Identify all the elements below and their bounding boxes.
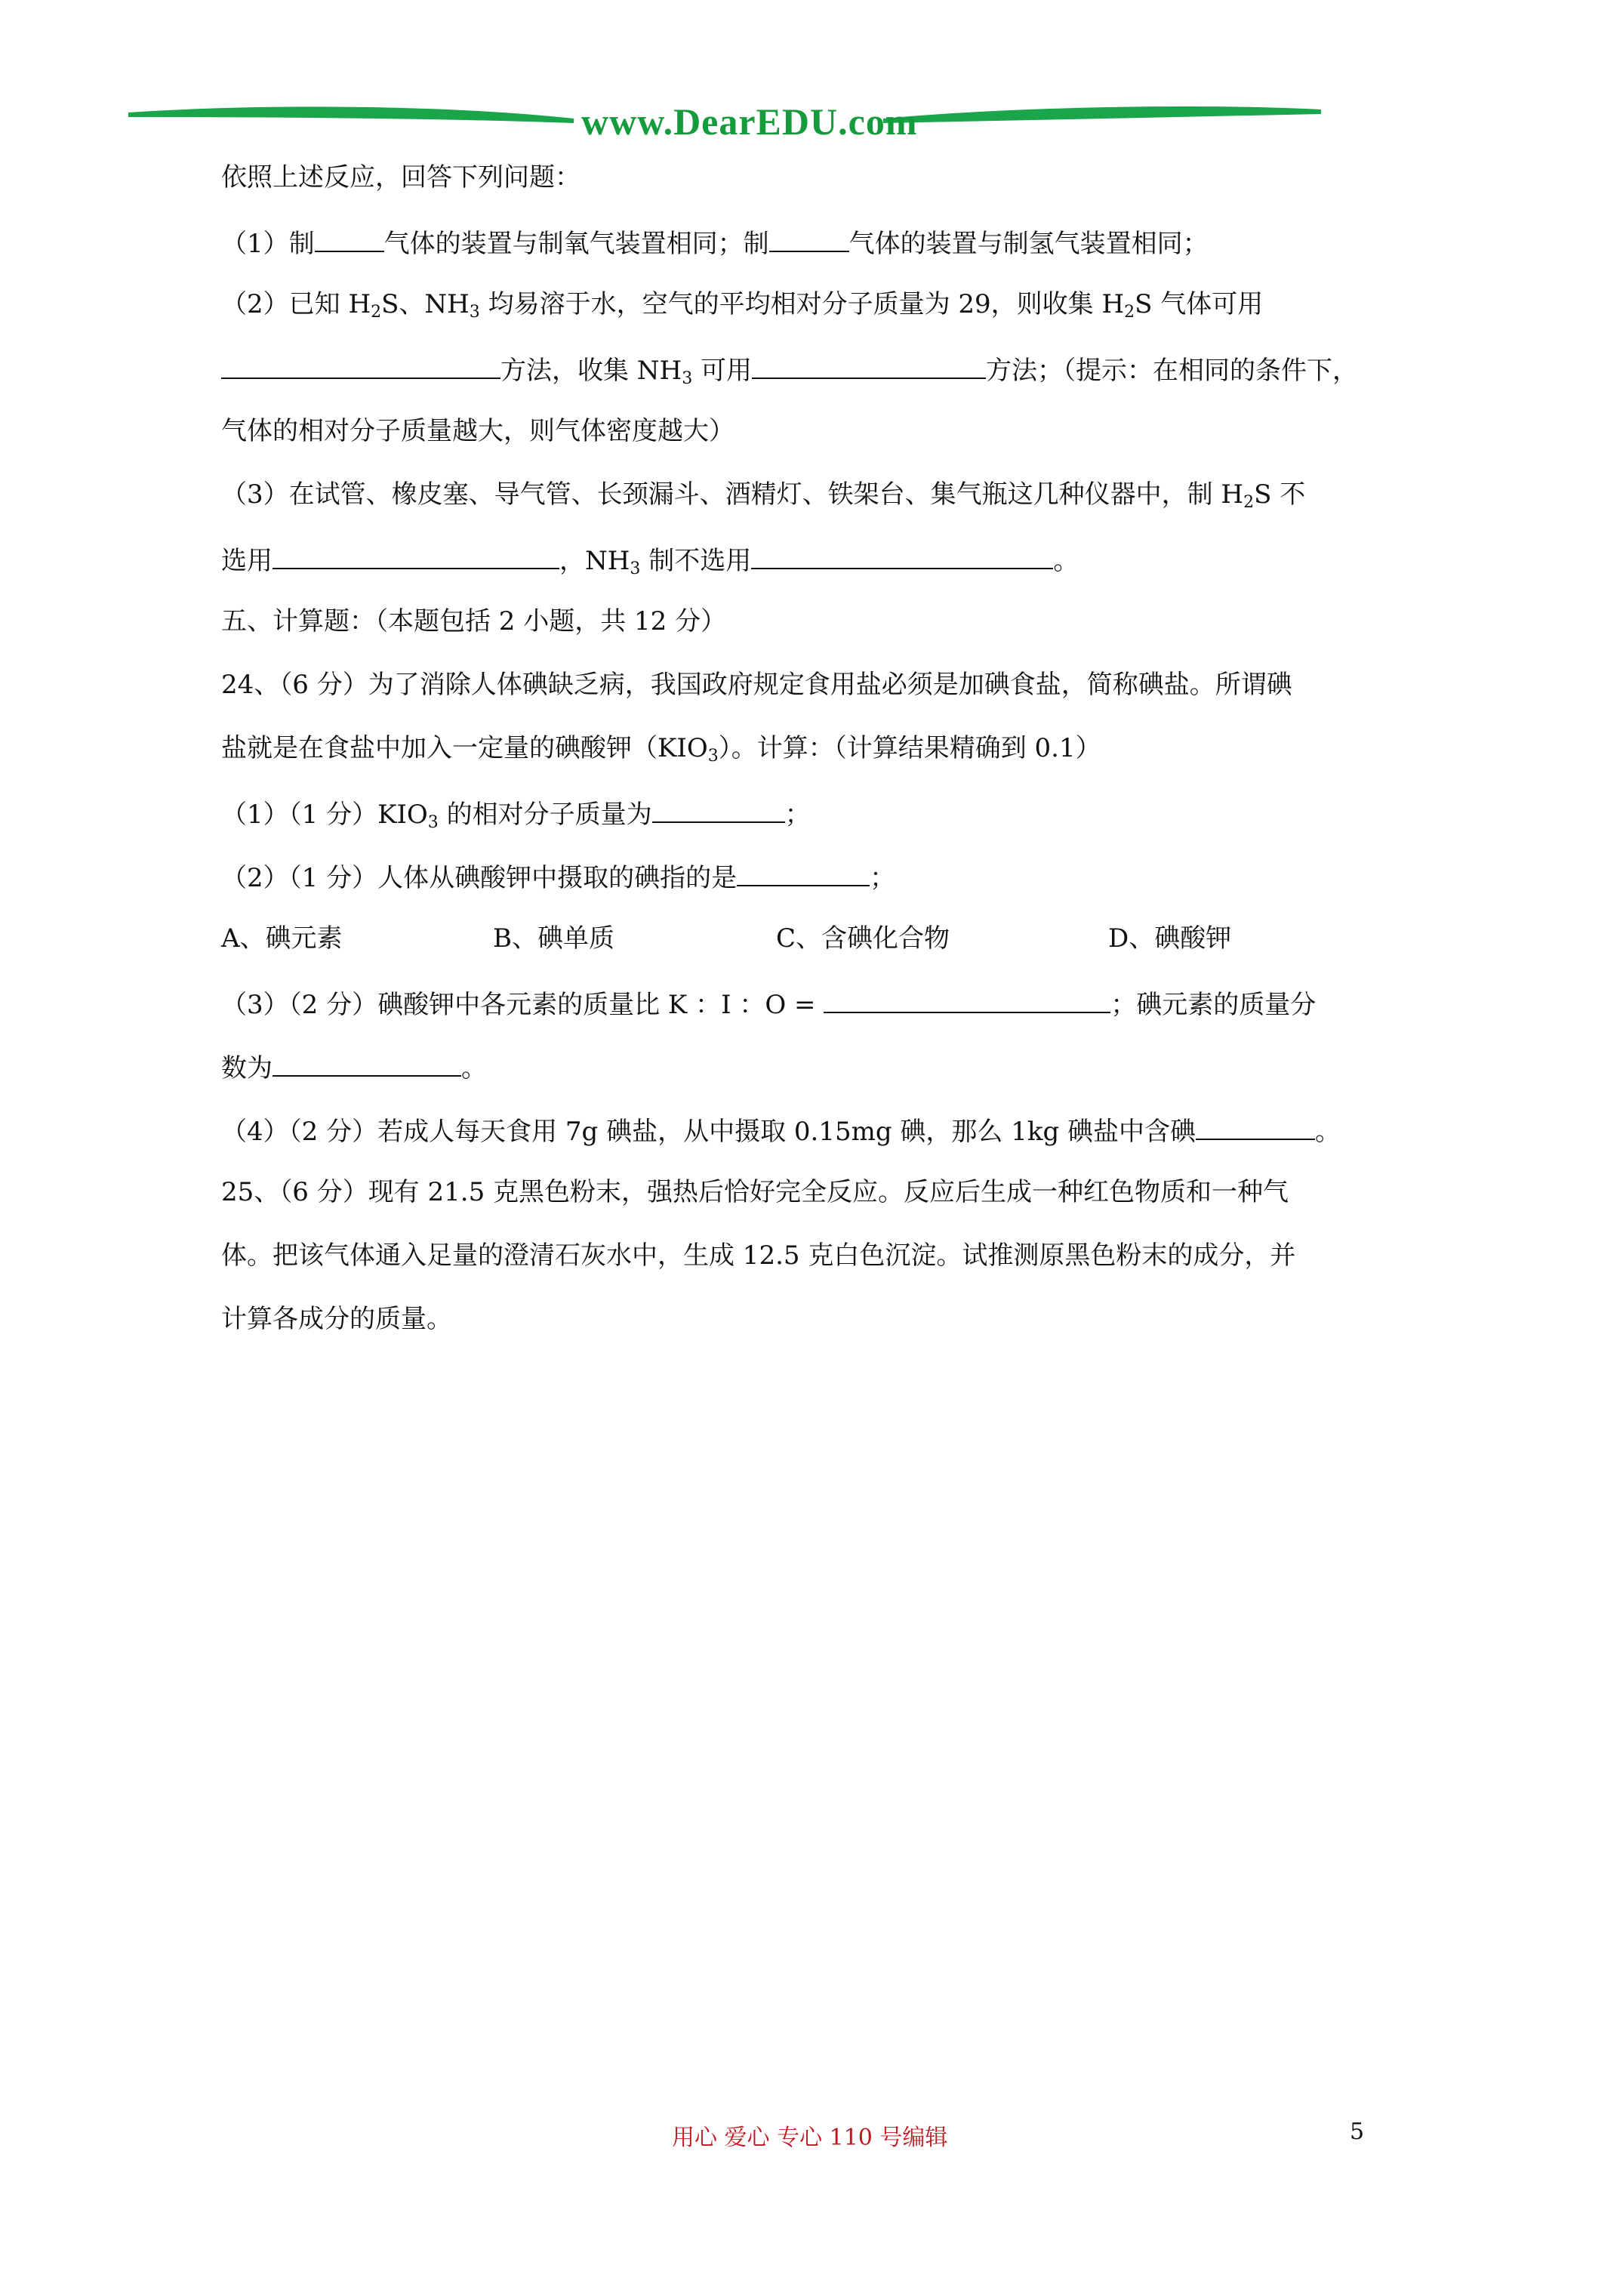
site-header: [128, 98, 1321, 151]
question-24-part-3: （3）（2 分）碘酸钾中各元素的质量比 K ：I ：O = ；碘元素的质量分: [221, 986, 1316, 1021]
answer-blank[interactable]: [652, 796, 785, 823]
page-number: 5: [1350, 2119, 1365, 2145]
question-2-line-3: 气体的相对分子质量越大，则气体密度越大）: [221, 416, 735, 446]
question-2-line-2: 方法，收集 $NH_3$ 可用 方法；（提示：在相同的条件下，: [221, 352, 1358, 387]
option-c[interactable]: C、含碘化合物: [776, 923, 950, 954]
answer-blank[interactable]: [824, 986, 1110, 1013]
option-d[interactable]: D、碘酸钾: [1108, 923, 1232, 954]
question-3-line-1: （3）在试管、橡皮塞、导气管、长颈漏斗、酒精灯、铁架台、集气瓶这几种仪器中，制 $H_2S$ 不: [221, 479, 1306, 512]
option-b[interactable]: B、碘单质: [493, 923, 614, 954]
question-24-options: [221, 923, 1231, 954]
answer-blank[interactable]: [752, 352, 986, 379]
question-24-line-2: 盐就是在食盐中加入一定量的碘酸钾$(KIO_3)$。计算：（计算结果精确到 0.1）: [221, 733, 1101, 766]
site-logo-text: www.DearEDU.com: [581, 100, 918, 143]
question-25-line-2: 体。把该气体通入足量的澄清石灰水中，生成 12.5 克白色沉淀。试推测原黑色粉末的成分，并: [221, 1240, 1296, 1271]
question-25-line-3: 计算各成分的质量。: [221, 1304, 452, 1334]
answer-blank[interactable]: [315, 225, 384, 252]
question-24-part-1: （1）（1 分）$KIO_3$ 的相对分子质量为 ；: [221, 796, 811, 831]
answer-blank[interactable]: [1196, 1113, 1315, 1140]
answer-blank[interactable]: [273, 1049, 461, 1077]
question-25-line-1: 25、（6 分）现有 21.5 克黑色粉末，强热后恰好完全反应。反应后生成一种红色物质和一种气: [221, 1177, 1289, 1207]
question-24-part-3-cont: 数为 。: [221, 1049, 487, 1084]
question-24-part-4: （4）（2 分）若成人每天食用 7g 碘盐，从中摄取 0.15mg 碘，那么 1kg 碘盐中含碘 。: [221, 1113, 1341, 1148]
answer-blank[interactable]: [769, 225, 849, 252]
footer-text: 用心 爱心 专心 110 号编辑: [672, 2125, 948, 2151]
section-5-heading: 五、计算题：（本题包括 2 小题，共 12 分）: [221, 606, 727, 636]
question-2-line-1: （2）已知 $H_2S$、$NH_3$ 均易溶于水，空气的平均相对分子质量为 29，则收集 $H_2S$ 气体可用: [221, 289, 1264, 322]
answer-blank[interactable]: [751, 542, 1053, 569]
option-a[interactable]: A、碘元素: [221, 923, 343, 954]
question-1: （1）制 气体的装置与制氧气装置相同；制 气体的装置与制氢气装置相同；: [221, 225, 1209, 260]
question-3-line-2: 选用 ，$NH_3$ 制不选用 。: [221, 542, 1079, 577]
answer-blank[interactable]: [273, 542, 559, 569]
answer-blank[interactable]: [221, 352, 500, 379]
answer-blank[interactable]: [737, 859, 870, 886]
question-24-part-2: （2）（1 分）人体从碘酸钾中摄取的碘指的是 ；: [221, 859, 895, 894]
intro-text: 依照上述反应，回答下列问题：: [221, 162, 581, 193]
question-24-line-1: 24、（6 分）为了消除人体碘缺乏病，我国政府规定食用盐必须是加碘食盐，简称碘盐。所谓碘: [221, 670, 1292, 700]
